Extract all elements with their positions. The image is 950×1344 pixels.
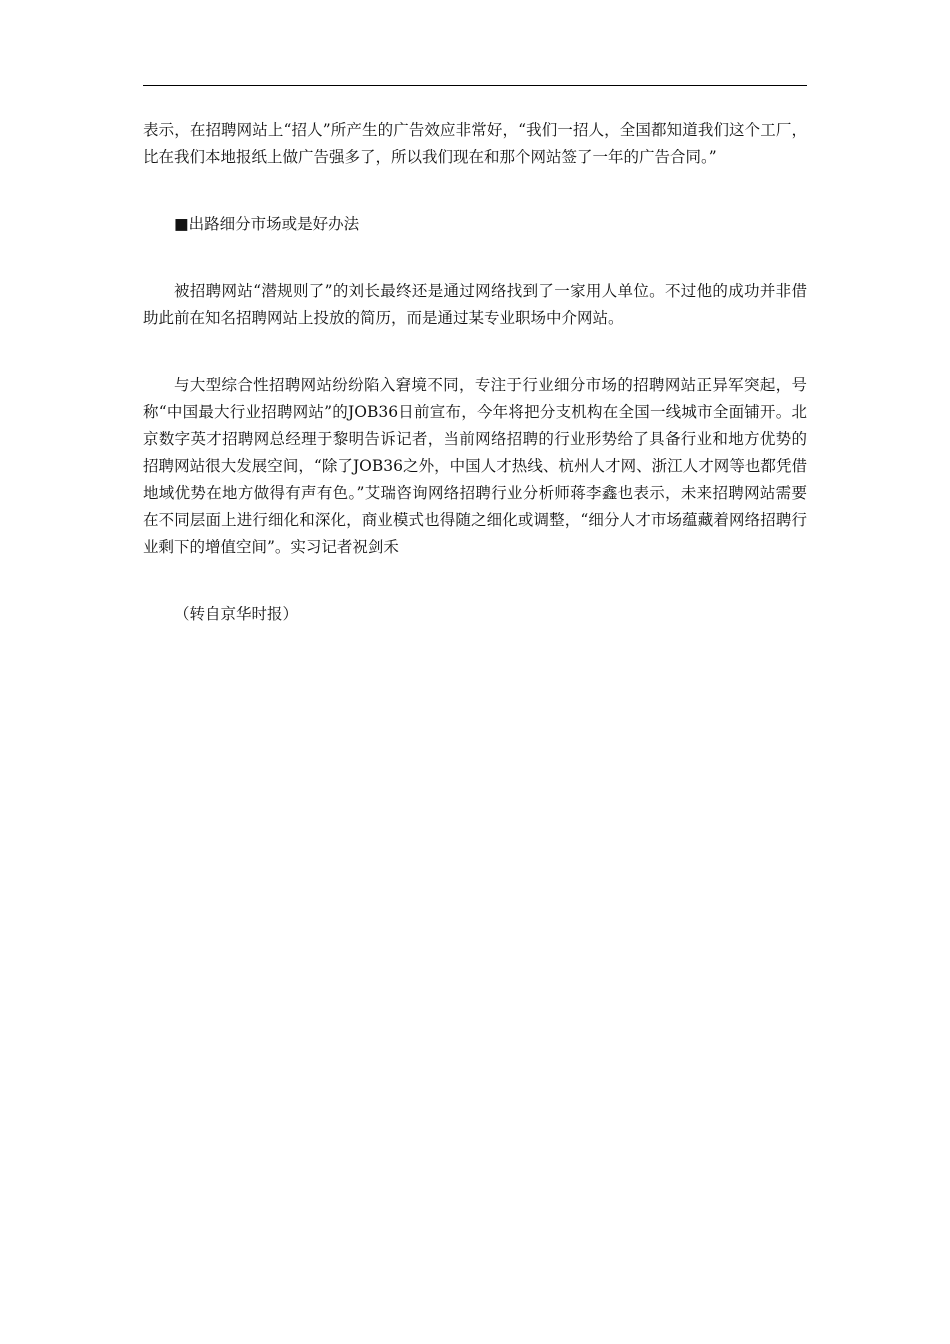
section-heading: ■出路细分市场或是好办法 <box>174 215 360 233</box>
source-credit: （转自京华时报） <box>174 605 299 623</box>
paragraph-niche-sites: 与大型综合性招聘网站纷纷陷入窘境不同，专注于行业细分市场的招聘网站正异军突起，号称“中国最大行业招聘网站”的JOB36日前宣布，今年将把分支机构在全国一线城市全面铺开。北京数字英才招聘网总经理于黎明告诉记者，当前网络招聘的行业形势给了具备行业和地方优势的招聘网站很大发展空间，“除了JOB36之外，中国人才热线、杭州人才网、浙江人才网等也都凭借地域优势在地方做得有声有色。”艾瑞咨询网络招聘行业分析师蒋李鑫也表示，未来招聘网站需要在不同层面上进行细化和深化，商业模式也得随之细化或调整，“细分人才市场蕴藏着网络招聘行业剩下的增值空间”。实习记者祝剑禾 <box>143 376 807 556</box>
paragraph-spacer <box>143 238 807 278</box>
paragraph-spacer <box>143 561 807 601</box>
header-rule <box>143 85 807 86</box>
paragraph-liu-chang: 被招聘网站“潜规则了”的刘长最终还是通过网络找到了一家用人单位。不过他的成功并非借助此前在知名招聘网站上投放的简历，而是通过某专业职场中介网站。 <box>143 282 807 327</box>
paragraph-spacer <box>143 332 807 372</box>
paragraph-spacer <box>143 171 807 211</box>
article-body <box>143 117 807 628</box>
paragraph-continuation: 表示，在招聘网站上“招人”所产生的广告效应非常好，“我们一招人，全国都知道我们这个工厂，比在我们本地报纸上做广告强多了，所以我们现在和那个网站签了一年的广告合同。” <box>143 121 807 166</box>
